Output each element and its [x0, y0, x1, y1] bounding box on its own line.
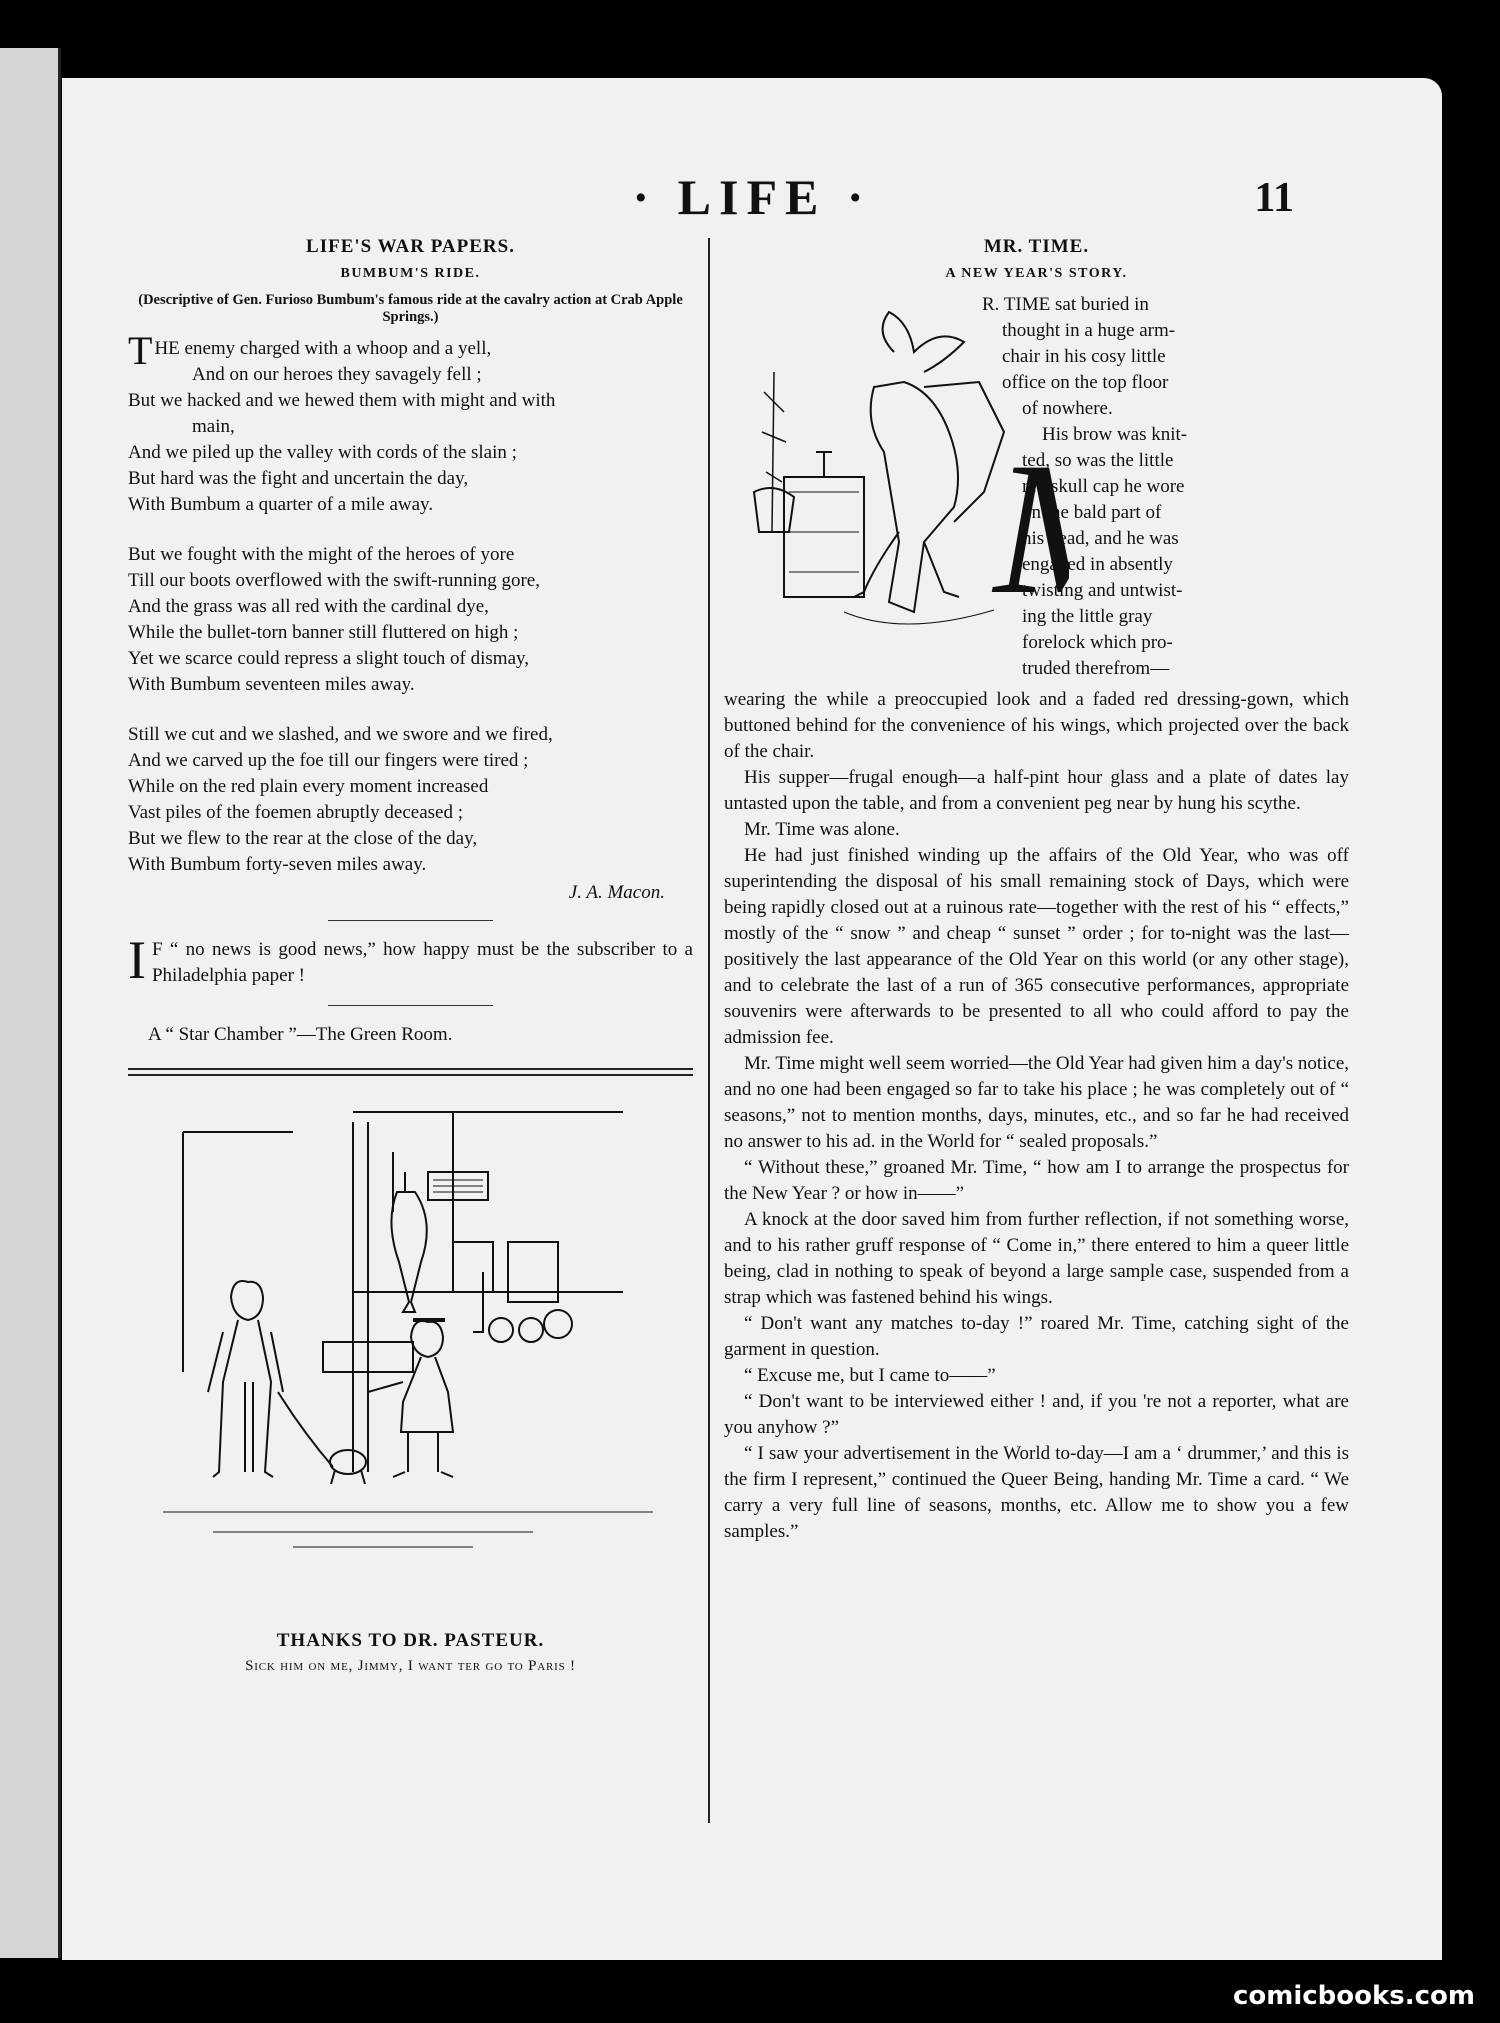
story-intro — [724, 292, 1349, 687]
story-subtitle: A NEW YEAR'S STORY. — [945, 266, 1128, 281]
story-paragraph: wearing the while a preoccupied look and a faded red dressing-gown, which buttoned behind for the convenience of his wings, which projected over the back of the chair. — [724, 689, 1349, 762]
story-paragraph: “ Without these,” groaned Mr. Time, “ how am I to arrange the prospectus for the New Year ? or how in——” — [724, 1157, 1349, 1204]
cartoon-title: THANKS TO DR. PASTEUR. — [276, 1630, 545, 1651]
poem-line: Yet we scarce could repress a slight touch of dismay, — [128, 648, 530, 669]
poem-stanza-1 — [128, 328, 693, 518]
story-title: MR. TIME. — [983, 236, 1090, 257]
poem-line: HE enemy charged with a whoop and a yell, — [154, 338, 492, 359]
quip-news: I F “ no news is good news,” how happy must be the subscriber to a Philadelphia paper ! — [128, 930, 693, 990]
poem-line: And on our heroes they savagely fell ; — [192, 364, 482, 385]
poem-line: And the grass was all red with the cardinal dye, — [128, 596, 489, 617]
right-column — [724, 236, 1349, 1545]
story-line: ing the little gray — [1022, 606, 1153, 627]
poem-line: Till our boots overflowed with the swift-running gore, — [128, 570, 540, 591]
masthead: · LIFE · — [632, 169, 872, 225]
poem-line: But we hacked and we hewed them with might and with — [128, 390, 556, 411]
drop-cap: I — [128, 930, 146, 990]
story-line: truded therefrom— — [1022, 658, 1170, 679]
poem-line: Still we cut and we slashed, and we swore and we fired, — [128, 724, 553, 745]
story-line: ted, so was the little — [1022, 450, 1174, 471]
story-line: red skull cap he wore — [1022, 476, 1185, 497]
quip-star-chamber: A “ Star Chamber ”—The Green Room. — [148, 1024, 453, 1045]
story-line: chair in his cosy little — [1002, 346, 1166, 367]
poem-line: But we flew to the rear at the close of the day, — [128, 828, 478, 849]
story-line: forelock which pro- — [1022, 632, 1173, 653]
cartoon-illustration — [153, 1092, 668, 1612]
poem-stanza-2 — [128, 542, 693, 698]
story-paragraph: “ I saw your advertisement in the World to-day—I am a ‘ drummer,’ and this is the firm I represent,” continued the Queer Being, handing Mr. Time a card. “ We carry a very full line of seasons, months, etc. Allow me to show you a few samples.” — [724, 1443, 1349, 1542]
poem-line: Vast piles of the foemen abruptly deceased ; — [128, 802, 464, 823]
magazine-page — [62, 78, 1442, 1960]
story-paragraph: “ Excuse me, but I came to——” — [744, 1365, 996, 1386]
page-number: 11 — [1254, 175, 1294, 221]
cartoon-caption: Sick him on me, Jimmy, I want ter go to Paris ! — [245, 1658, 576, 1674]
story-line: of nowhere. — [1022, 398, 1113, 419]
poem-line: But we fought with the might of the heroes of yore — [128, 544, 515, 565]
story-paragraph: “ Don't want any matches to-day !” roared Mr. Time, catching sight of the garment in question. — [724, 1313, 1349, 1360]
article-title: LIFE'S WAR PAPERS. — [306, 236, 515, 257]
previous-page-edge — [0, 48, 61, 1958]
poem-subtitle: BUMBUM'S RIDE. — [340, 266, 481, 281]
column-rule — [708, 238, 710, 1823]
story-paragraph: His supper—frugal enough—a half-pint hour glass and a plate of dates lay untasted upon the table, and from a convenient peg near by hung his scythe. — [724, 767, 1349, 814]
story-paragraph: Mr. Time was alone. — [744, 819, 900, 840]
story-line: twisting and untwist- — [1022, 580, 1183, 601]
story-paragraph: A knock at the door saved him from further reflection, if not something worse, and to his rather gruff response of “ Come in,” there entered to him a queer little being, clad in nothing to speak of beyond a large sample case, suspended from a strap which was fastened behind his wings. — [724, 1209, 1349, 1308]
poem-line: While on the red plain every moment increased — [128, 776, 489, 797]
story-line: engaged in absently — [1022, 554, 1173, 575]
story-line: His brow was knit- — [1042, 424, 1188, 445]
poem-description: (Descriptive of Gen. Furioso Bumbum's famous ride at the cavalry action at Crab Apple Springs.) — [138, 292, 683, 325]
poem-stanza-3 — [128, 722, 693, 878]
poem-line: But hard was the fight and uncertain the day, — [128, 468, 469, 489]
divider — [328, 1005, 493, 1006]
drop-cap: T — [128, 328, 153, 373]
poem-line: With Bumbum forty-seven miles away. — [128, 854, 427, 875]
story-line: his head, and he was — [1022, 528, 1179, 549]
poem-line: While the bullet-torn banner still fluttered on high ; — [128, 622, 519, 643]
poem-line: And we carved up the foe till our fingers were tired ; — [128, 750, 529, 771]
story-paragraph: He had just finished winding up the affairs of the Old Year, who was off superintending the disposal of his small remaining stock of Days, which were being rapidly closed out at a ruinous rate—together with the rest of his “ effects,” mostly of the “ snow ” and cheap “ sunset ” order ; for to-night was the last—positively the last appearance of the Old Year on this world (or any other stage), and to celebrate the last of a run of 365 consecutive performances, appropriate souvenirs were afterwards to be presented to all who could afford to pay the admission fee. — [724, 845, 1349, 1048]
story-paragraph: Mr. Time might well seem worried—the Old Year had given him a day's notice, and no one had been engaged so far to take his place ; he was completely out of “ seasons,” not to mention months, days, minutes, etc., and so far he had received no answer to his ad. in the World for “ sealed proposals.” — [724, 1053, 1350, 1152]
story-line: R. TIME sat buried in — [982, 294, 1149, 315]
double-divider — [128, 1068, 693, 1076]
poem-line: And we piled up the valley with cords of the slain ; — [128, 442, 517, 463]
poem-line: With Bumbum seventeen miles away. — [128, 674, 415, 695]
poem-signature: J. A. Macon. — [568, 882, 665, 903]
site-watermark: comicbooks.com — [1232, 1981, 1475, 2011]
poem-line: main, — [192, 416, 235, 437]
left-column — [128, 236, 693, 1675]
poem-line: With Bumbum a quarter of a mile away. — [128, 494, 434, 515]
story-line: on the bald part of — [1022, 502, 1162, 523]
divider — [328, 920, 493, 921]
story-paragraph: “ Don't want to be interviewed either ! and, if you 're not a reporter, what are you anyhow ?” — [724, 1391, 1349, 1438]
story-line: office on the top floor — [1002, 372, 1169, 393]
story-line: thought in a huge arm- — [1002, 320, 1176, 341]
